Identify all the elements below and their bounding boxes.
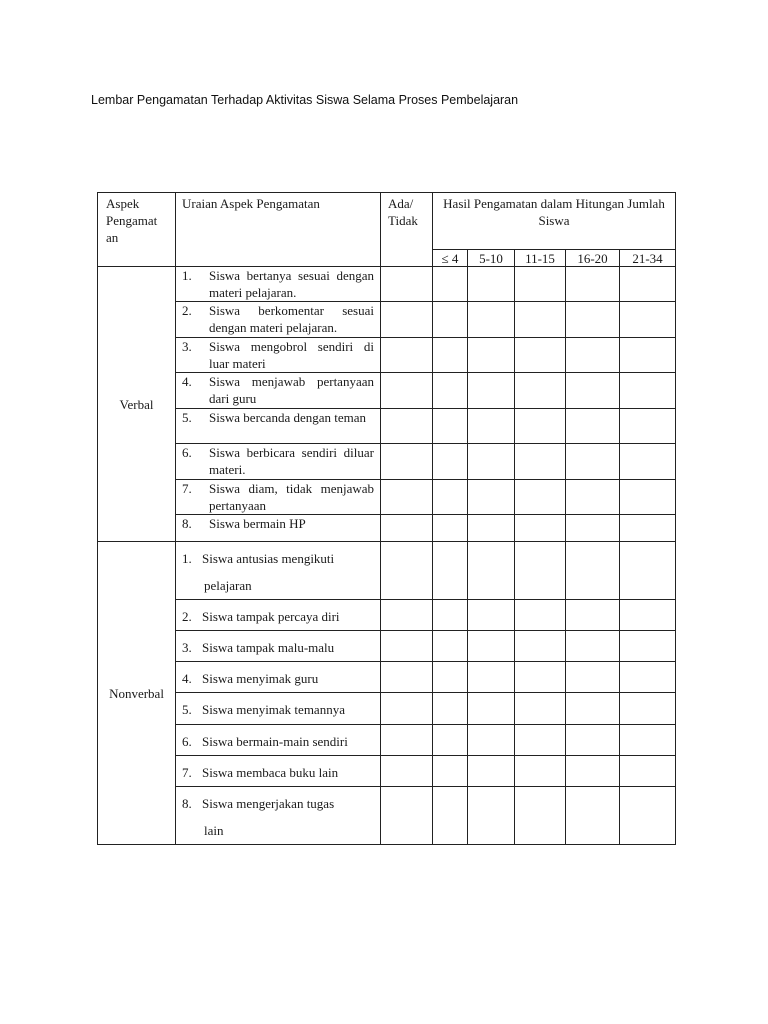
uraian-cell xyxy=(176,302,381,338)
ada-tidak-cell[interactable] xyxy=(381,542,433,600)
count-cell[interactable] xyxy=(620,693,676,725)
count-cell[interactable] xyxy=(468,302,515,338)
count-cell[interactable] xyxy=(515,444,566,480)
range-header: ≤ 4 xyxy=(433,250,468,267)
ada-tidak-cell[interactable] xyxy=(381,515,433,542)
document-title: Lembar Pengamatan Terhadap Aktivitas Siswa Selama Proses Pembelajaran xyxy=(91,93,519,107)
item-number: 4. xyxy=(182,374,192,389)
ada-tidak-cell[interactable] xyxy=(381,480,433,515)
item-number: 5. xyxy=(182,410,192,425)
count-cell[interactable] xyxy=(433,542,468,600)
item-text: Siswa menjawab pertanyaan dari guru xyxy=(209,374,374,406)
table-row xyxy=(98,444,676,480)
count-cell[interactable] xyxy=(620,600,676,631)
count-cell[interactable] xyxy=(468,756,515,787)
count-cell[interactable] xyxy=(515,515,566,542)
count-cell[interactable] xyxy=(620,302,676,338)
count-cell[interactable] xyxy=(515,542,566,600)
item-text-continued: lain xyxy=(204,823,224,838)
ada-tidak-cell[interactable] xyxy=(381,444,433,480)
item-number: 4. xyxy=(182,671,192,686)
item-text: Siswa menyimak temannya xyxy=(202,702,345,717)
table-row xyxy=(98,480,676,515)
count-cell[interactable] xyxy=(433,373,468,409)
count-cell[interactable] xyxy=(515,631,566,662)
uraian-cell xyxy=(176,662,381,693)
count-cell[interactable] xyxy=(433,600,468,631)
item-text: Siswa tampak percaya diri xyxy=(202,609,340,624)
item-text: Siswa mengerjakan tugas xyxy=(202,796,335,811)
count-cell[interactable] xyxy=(566,302,620,338)
item-number: 6. xyxy=(182,734,192,749)
count-cell[interactable] xyxy=(566,515,620,542)
count-cell[interactable] xyxy=(433,338,468,373)
uraian-cell xyxy=(176,631,381,662)
count-cell[interactable] xyxy=(468,338,515,373)
item-text: Siswa membaca buku lain xyxy=(202,765,339,780)
table-row xyxy=(98,631,676,662)
item-text-continued: pelajaran xyxy=(204,578,252,593)
item-text: Siswa menyimak guru xyxy=(202,671,319,686)
table-row xyxy=(98,756,676,787)
uraian-cell xyxy=(176,725,381,756)
count-cell[interactable] xyxy=(433,267,468,302)
count-cell[interactable] xyxy=(620,338,676,373)
range-header: 5-10 xyxy=(468,250,515,267)
item-text: Siswa berbicara sendiri diluar materi. xyxy=(209,445,374,477)
ada-tidak-cell[interactable] xyxy=(381,662,433,693)
table-row xyxy=(98,600,676,631)
ada-tidak-cell[interactable] xyxy=(381,267,433,302)
count-cell[interactable] xyxy=(468,267,515,302)
ada-tidak-cell[interactable] xyxy=(381,302,433,338)
ada-tidak-cell[interactable] xyxy=(381,373,433,409)
table-row xyxy=(98,693,676,725)
range-header: 11-15 xyxy=(515,250,566,267)
count-cell[interactable] xyxy=(620,631,676,662)
count-cell[interactable] xyxy=(433,444,468,480)
table-row xyxy=(98,515,676,542)
table-row xyxy=(98,725,676,756)
aspek-label: Verbal xyxy=(98,267,176,542)
item-number: 2. xyxy=(182,609,192,624)
ada-tidak-cell[interactable] xyxy=(381,631,433,662)
uraian-cell xyxy=(176,338,381,373)
header-ada-tidak: Ada/ Tidak xyxy=(381,193,433,267)
count-cell[interactable] xyxy=(468,444,515,480)
table-row xyxy=(98,302,676,338)
count-cell[interactable] xyxy=(566,662,620,693)
count-cell[interactable] xyxy=(620,267,676,302)
count-cell[interactable] xyxy=(433,480,468,515)
count-cell[interactable] xyxy=(468,631,515,662)
item-number: 7. xyxy=(182,765,192,780)
ada-tidak-cell[interactable] xyxy=(381,600,433,631)
uraian-cell xyxy=(176,409,381,444)
item-number: 6. xyxy=(182,445,192,460)
uraian-cell xyxy=(176,693,381,725)
item-number: 8. xyxy=(182,516,192,531)
item-text: Siswa bermain-main sendiri xyxy=(202,734,348,749)
count-cell[interactable] xyxy=(433,631,468,662)
item-text: Siswa diam, tidak menjawab pertanyaan xyxy=(209,481,374,513)
uraian-cell xyxy=(176,756,381,787)
count-cell[interactable] xyxy=(515,302,566,338)
item-text: Siswa tampak malu-malu xyxy=(202,640,335,655)
item-number: 1. xyxy=(182,268,192,283)
header-uraian: Uraian Aspek Pengamatan xyxy=(176,193,381,267)
count-cell[interactable] xyxy=(620,662,676,693)
table-row xyxy=(98,409,676,444)
item-number: 5. xyxy=(182,702,192,717)
uraian-cell xyxy=(176,787,381,845)
item-number: 3. xyxy=(182,640,192,655)
count-cell[interactable] xyxy=(620,787,676,845)
ada-tidak-cell[interactable] xyxy=(381,725,433,756)
table-row xyxy=(98,267,676,302)
count-cell[interactable] xyxy=(620,480,676,515)
item-text: Siswa bercanda dengan teman xyxy=(209,410,367,425)
count-cell[interactable] xyxy=(515,338,566,373)
item-text: Siswa berkomentar sesuai dengan materi pelajaran. xyxy=(209,303,374,335)
count-cell[interactable] xyxy=(515,662,566,693)
uraian-cell xyxy=(176,515,381,542)
item-text: Siswa antusias mengikuti xyxy=(202,551,335,566)
count-cell[interactable] xyxy=(433,662,468,693)
uraian-cell xyxy=(176,600,381,631)
count-cell[interactable] xyxy=(566,693,620,725)
table-row xyxy=(98,338,676,373)
count-cell[interactable] xyxy=(566,444,620,480)
count-cell[interactable] xyxy=(468,409,515,444)
count-cell[interactable] xyxy=(566,631,620,662)
count-cell[interactable] xyxy=(468,542,515,600)
count-cell[interactable] xyxy=(433,756,468,787)
count-cell[interactable] xyxy=(515,725,566,756)
count-cell[interactable] xyxy=(515,409,566,444)
uraian-cell xyxy=(176,480,381,515)
item-number: 1. xyxy=(182,551,192,566)
uraian-cell xyxy=(176,444,381,480)
count-cell[interactable] xyxy=(433,409,468,444)
item-text: Siswa bermain HP xyxy=(209,516,306,531)
item-number: 3. xyxy=(182,339,192,354)
count-cell[interactable] xyxy=(468,693,515,725)
count-cell[interactable] xyxy=(620,409,676,444)
count-cell[interactable] xyxy=(433,515,468,542)
count-cell[interactable] xyxy=(620,542,676,600)
count-cell[interactable] xyxy=(515,600,566,631)
count-cell[interactable] xyxy=(566,725,620,756)
count-cell[interactable] xyxy=(468,662,515,693)
count-cell[interactable] xyxy=(620,515,676,542)
count-cell[interactable] xyxy=(566,542,620,600)
ada-tidak-cell[interactable] xyxy=(381,756,433,787)
observation-table xyxy=(97,192,676,845)
header-aspek: Aspek Pengamat an xyxy=(98,193,176,267)
count-cell[interactable] xyxy=(620,725,676,756)
count-cell[interactable] xyxy=(566,267,620,302)
count-cell[interactable] xyxy=(566,787,620,845)
count-cell[interactable] xyxy=(515,373,566,409)
count-cell[interactable] xyxy=(433,693,468,725)
count-cell[interactable] xyxy=(433,725,468,756)
count-cell[interactable] xyxy=(566,756,620,787)
count-cell[interactable] xyxy=(620,444,676,480)
ada-tidak-cell[interactable] xyxy=(381,338,433,373)
count-cell[interactable] xyxy=(566,338,620,373)
table-row xyxy=(98,542,676,600)
count-cell[interactable] xyxy=(515,267,566,302)
count-cell[interactable] xyxy=(468,787,515,845)
count-cell[interactable] xyxy=(620,373,676,409)
header-row xyxy=(98,193,676,250)
count-cell[interactable] xyxy=(566,480,620,515)
count-cell[interactable] xyxy=(515,693,566,725)
ada-tidak-cell[interactable] xyxy=(381,693,433,725)
item-number: 8. xyxy=(182,796,192,811)
count-cell[interactable] xyxy=(515,787,566,845)
count-cell[interactable] xyxy=(468,515,515,542)
ada-tidak-cell[interactable] xyxy=(381,409,433,444)
count-cell[interactable] xyxy=(515,480,566,515)
count-cell[interactable] xyxy=(433,787,468,845)
ada-tidak-cell[interactable] xyxy=(381,787,433,845)
count-cell[interactable] xyxy=(566,409,620,444)
count-cell[interactable] xyxy=(566,373,620,409)
count-cell[interactable] xyxy=(566,600,620,631)
count-cell[interactable] xyxy=(620,756,676,787)
range-header: 21-34 xyxy=(620,250,676,267)
table-row xyxy=(98,787,676,845)
uraian-cell xyxy=(176,542,381,600)
item-text: Siswa mengobrol sendiri di luar materi xyxy=(209,339,374,371)
item-number: 2. xyxy=(182,303,192,318)
table-row xyxy=(98,662,676,693)
item-number: 7. xyxy=(182,481,192,496)
count-cell[interactable] xyxy=(468,725,515,756)
item-text: Siswa bertanya sesuai dengan materi pelajaran. xyxy=(209,268,374,300)
uraian-cell xyxy=(176,373,381,409)
header-hasil: Hasil Pengamatan dalam Hitungan Jumlah Siswa xyxy=(433,193,676,250)
aspek-label: Nonverbal xyxy=(98,542,176,845)
count-cell[interactable] xyxy=(433,302,468,338)
count-cell[interactable] xyxy=(468,373,515,409)
count-cell[interactable] xyxy=(468,480,515,515)
range-header: 16-20 xyxy=(566,250,620,267)
count-cell[interactable] xyxy=(515,756,566,787)
table-row xyxy=(98,373,676,409)
count-cell[interactable] xyxy=(468,600,515,631)
uraian-cell xyxy=(176,267,381,302)
